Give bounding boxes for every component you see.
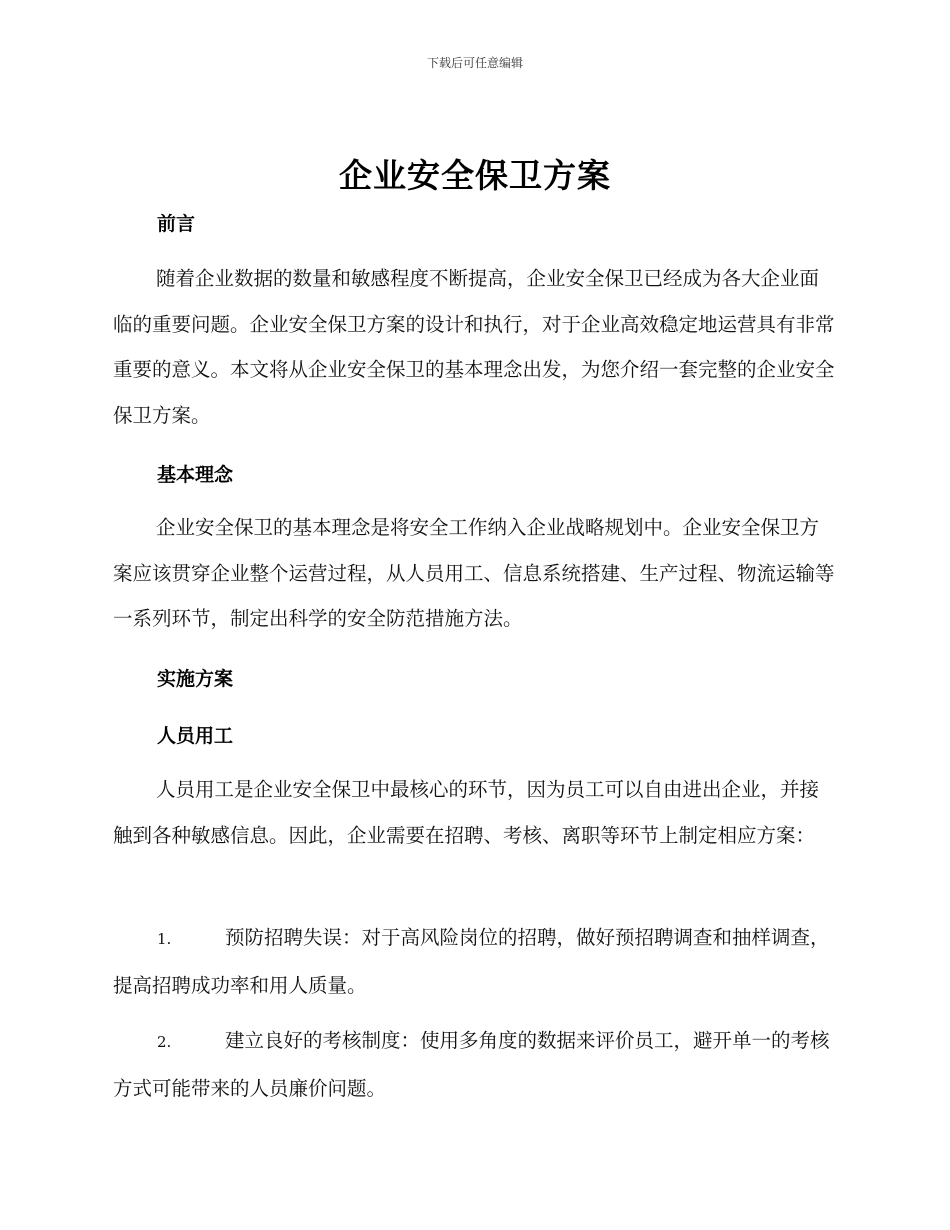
section-heading-implementation: 实施方案 xyxy=(157,668,234,690)
list-item-number: 1. xyxy=(157,930,172,948)
section-heading-concept: 基本理念 xyxy=(157,464,234,486)
paragraph-preface: 随着企业数据的数量和敏感程度不断提高，企业安全保卫已经成为各大企业面临的重要问题。企业安全保卫方案的设计和执行，对于企业高效稳定地运营具有非常重要的意义。本文将从企业安全保卫的基本理念出发，为您介绍一套完整的企业安全保卫方案。 xyxy=(113,267,835,427)
list-item-text: 预防招聘失误：对于高风险岗位的招聘，做好预招聘调查和抽样调查，提高招聘成功率和用人质量。 xyxy=(113,926,830,997)
list-item xyxy=(113,1018,838,1111)
list-item-number: 2. xyxy=(157,1033,172,1051)
list-item-text: 建立良好的考核制度：使用多角度的数据来评价员工，避开单一的考核方式可能带来的人员廉价问题。 xyxy=(113,1029,830,1100)
paragraph-personnel: 人员用工是企业安全保卫中最核心的环节，因为员工可以自由进出企业，并接触到各种敏感信息。因此，企业需要在招聘、考核、离职等环节上制定相应方案： xyxy=(113,778,820,847)
header-note: 下载后可任意编辑 xyxy=(426,56,523,70)
paragraph-concept: 企业安全保卫的基本理念是将安全工作纳入企业战略规划中。企业安全保卫方案应该贯穿企业整个运营过程，从人员用工、信息系统搭建、生产过程、物流运输等一系列环节，制定出科学的安全防范措施方法。 xyxy=(113,516,835,630)
document-title: 企业安全保卫方案 xyxy=(339,156,611,195)
section-heading-preface: 前言 xyxy=(157,213,196,235)
list-item xyxy=(113,915,838,1008)
section-heading-personnel: 人员用工 xyxy=(157,725,234,747)
